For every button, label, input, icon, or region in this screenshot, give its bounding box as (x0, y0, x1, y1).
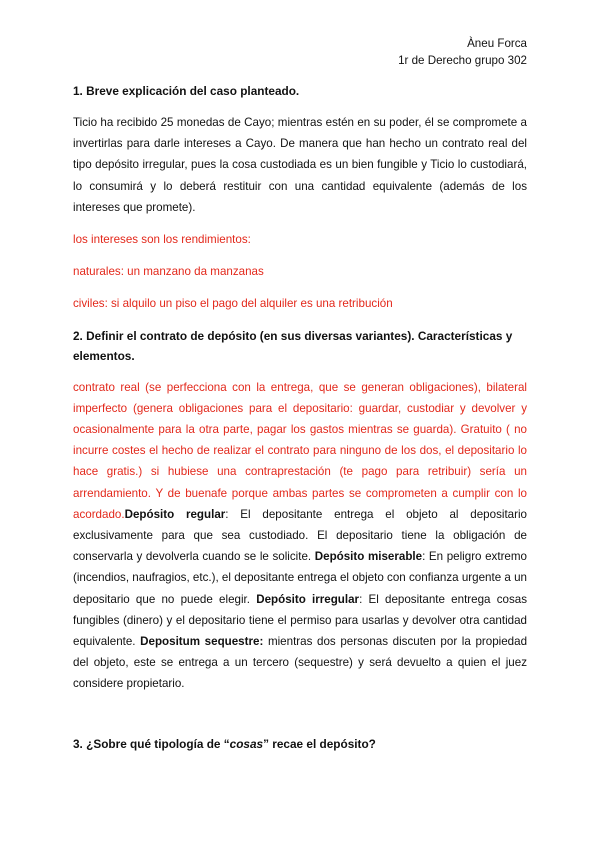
section-3-title-start: 3. ¿Sobre qué tipología de “ (73, 736, 230, 751)
section-1-paragraph: Ticio ha recibido 25 monedas de Cayo; mientras estén en su poder, él se compromete a invertirlas para darle intereses a Cayo. De manera que han hecho un contrato real del tipo depósito irregular, pues la cosa custodiada es un bien fungible y Ticio lo custodiará, lo consumirá y lo deberá restituir con una cantidad equivalente (además de los intereses que promete). (73, 116, 527, 214)
section-3-title-end: ” recae el depósito? (263, 736, 376, 751)
note-natural: naturales: un manzano da manzanas (73, 265, 264, 279)
author-name: Àneu Forca (467, 37, 527, 50)
section-3-title (73, 734, 527, 754)
section-2-paragraph (73, 377, 527, 695)
def-sequestre: mientras dos personas discuten por la propiedad del objeto, este se entrega a un tercero (sequestre) y será devuelto a quien el juez considere propietario. (73, 635, 528, 691)
page-header (73, 35, 527, 69)
def-irregular: : El depositante entrega cosas fungibles (dinero) y el depositario tiene el permiso para usarlas y devolver otra cantidad equivalente. (73, 592, 527, 649)
term-irregular: Depósito irregular (256, 592, 360, 606)
course-label: 1r de Derecho grupo 302 (398, 54, 527, 67)
def-regular: : El depositante entrega el objeto al depositario exclusivamente para que sea custodiado. El depositario tiene la obligación de conservarla y devolverla cuando se le solicite. (73, 507, 528, 564)
note-civil: civiles: si alquilo un piso el pago del alquiler es una retribución (73, 297, 393, 311)
def-miserable: : En peligro extremo (incendios, naufragios, etc.), el depositante entrega el objeto con confianza urgente a un depositario que no puede elegir. (73, 550, 527, 606)
term-sequestre: Depositum sequestre: (140, 635, 264, 649)
term-regular: Depósito regular (124, 507, 226, 521)
section-1-title: 1. Breve explicación del caso planteado. (73, 84, 300, 98)
section-3-title-em: cosas (229, 736, 264, 751)
section-2-red-text: contrato real (se perfecciona con la entrega, que se generan obligaciones), bilateral imperfecto (genera obligaciones para el depositario: guardar, custodiar y devolver y ocasionalmente para la otra parte, pagar los gastos mientras se guarda). Gratuito ( no incurre costes el hecho de realizar el contrato para ninguno de los dos, el depositario lo hace gratis.) si hubiese una contraprestación (te pago para retribuir) sería un arrendamiento. Y de buenafe porque ambas partes se comprometen a cumplir con lo acordado. (73, 380, 527, 521)
term-miserable: Depósito miserable (314, 550, 423, 564)
note-interests: los intereses son los rendimientos: (73, 233, 251, 247)
section-2-title: 2. Definir el contrato de depósito (en sus diversas variantes). Características y elementos. (73, 328, 513, 363)
